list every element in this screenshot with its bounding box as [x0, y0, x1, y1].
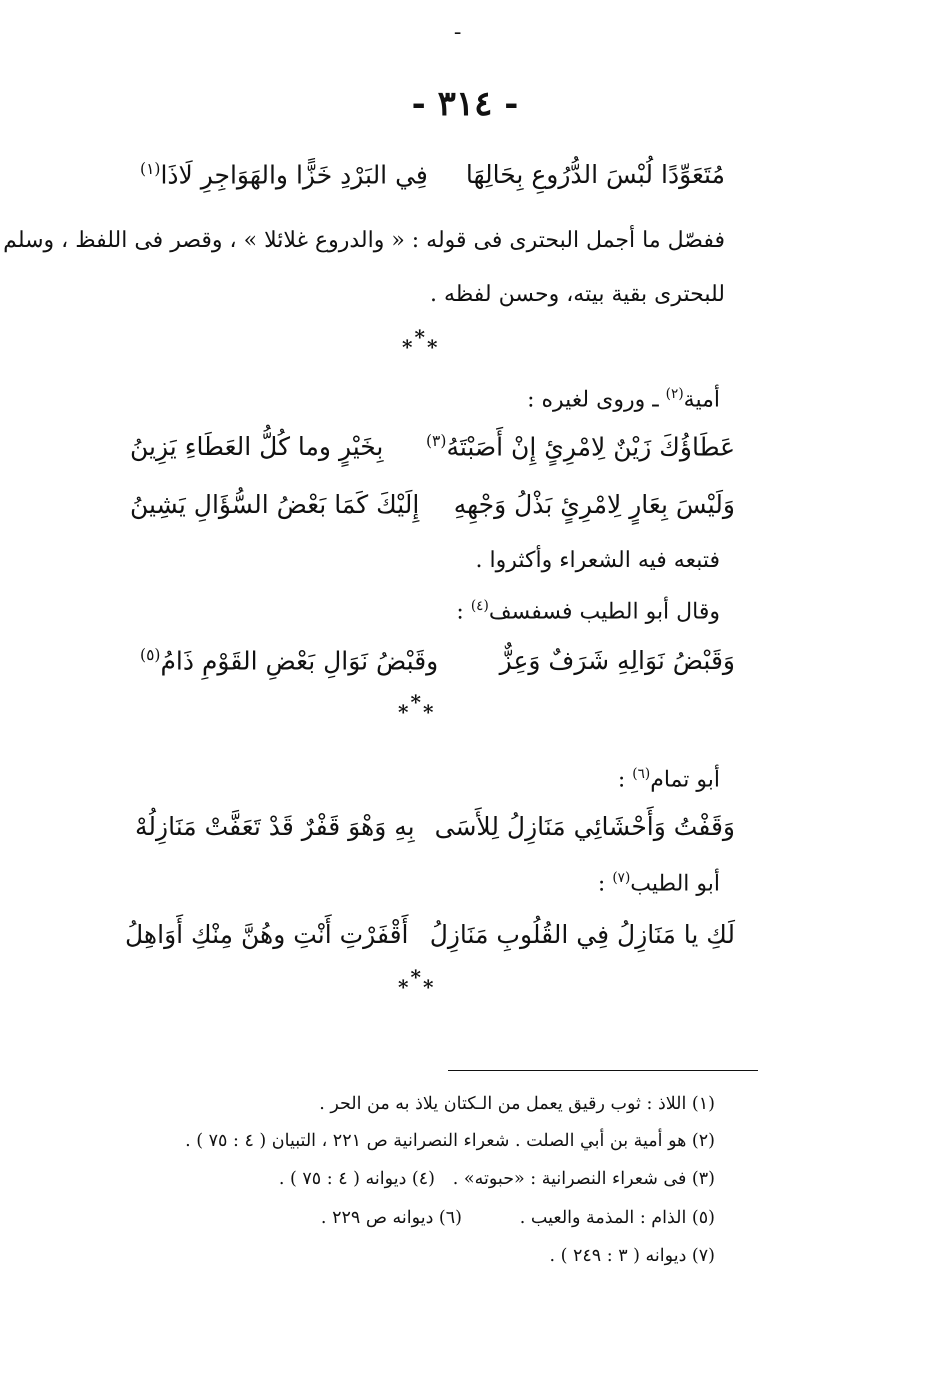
intro-abu-tammam [618, 766, 720, 792]
verse-2a-right-hemistich [426, 432, 735, 461]
intro-abu-tammam-colon: : [617, 767, 626, 793]
verse-2b-left-hemistich: إِلَيْكَ كَمَا بَعْضُ السُّؤَالِ يَشِينُ [130, 490, 420, 519]
intro-abu-tayyib-2 [598, 870, 720, 896]
intro-umayya [527, 386, 720, 412]
verse-3b-right-hemistich: لَكِ يا مَنَازِلُ فِي القُلُوبِ مَنَازِلُ [429, 920, 735, 949]
prose-line-2: للبحترى بقية بيته، وحسن لفظه . [429, 282, 725, 307]
footnote-2: (٢) هو أمية بن أبي الصلت . شعراء النصرانية ص ٢٢١ ، التبيان ( ٤ : ٧٥ ) . [185, 1131, 715, 1151]
intro-abu-tayyib-1-colon: : [456, 599, 464, 625]
prose-line-1: ففصّل ما أجمل البحترى فى قوله : « والدروع غلائلا » ، وقصر فى اللفظ ، وسلم [3, 228, 725, 253]
footnote-5: (٥) الذام : المذمة والعيب . [519, 1208, 715, 1228]
verse-3b-left-hemistich: أَقْفَرْتِ أَنْتِ وهُنَّ مِنْكِ أَوَاهِلُ [125, 920, 409, 949]
verse-1-right-hemistich [466, 160, 725, 189]
star-icon: * [402, 335, 415, 359]
footnote-6: (٦) ديوانه ص ٢٢٩ . [320, 1208, 462, 1228]
verse-1-right-text: مُتَعَوِّدًا لُبْسَ الدُّرُوعِ بِحَالِهَا [465, 160, 725, 189]
page-number: - ٣١٤ - [411, 84, 519, 124]
verse-2c-left-text: وقَبْضُ نَوَالِ بَعْضِ القَوْمِ ذَامُ [160, 646, 439, 676]
top-mark: ـ [455, 18, 461, 39]
star-icon: * [398, 975, 411, 999]
intro-abu-tayyib-1-text: وقال أبو الطيب فسفسف [488, 599, 720, 625]
footnote-ref-4: (٤) [470, 598, 489, 614]
followup-text: فتبعه فيه الشعراء وأكثروا . [475, 548, 720, 573]
footnote-3: (٣) فى شعراء النصرانية : «حبوته» . [452, 1169, 715, 1189]
footnote-separator [448, 1070, 758, 1071]
footnote-ref-2: (٢) [665, 386, 684, 402]
intro-abu-tayyib-1 [456, 598, 720, 624]
star-icon: * [422, 975, 436, 999]
section-divider-3 [398, 965, 436, 999]
intro-abu-tayyib-2-colon: : [597, 871, 606, 897]
footnote-ref-5: (٥) [140, 646, 161, 664]
footnote-ref-1: (١) [140, 160, 161, 178]
intro-umayya-rest: ـ وروى لغيره : [527, 387, 659, 413]
star-icon: * [422, 700, 436, 724]
footnote-1: (١) اللاذ : ثوب رقيق يعمل من الـكتان يلاذ به من الحر . [319, 1094, 715, 1114]
verse-2c-left-hemistich [140, 646, 438, 675]
verse-2b-right-hemistich: وَلَيْسَ بِعَارٍ لِامْرِئٍ بَذْلُ وَجْهِهِ [453, 490, 735, 519]
footnote-ref-7: (٧) [612, 870, 631, 886]
verse-2a-left-hemistich: بِخَيْرٍ وما كُلُّ العَطَاءِ يَزِينُ [130, 432, 384, 461]
footnote-ref-6: (٦) [632, 766, 651, 782]
star-icon: * [426, 335, 440, 359]
section-divider-1 [402, 325, 440, 359]
verse-2a-right-text: عَطَاؤُكَ زَيْنٌ لِامْرِئٍ إِنْ أَصَبْتَهُ [446, 432, 735, 462]
poet-name-abu-tayyib: أبو الطيب [630, 871, 720, 897]
section-divider-2 [398, 690, 436, 724]
star-icon: * [410, 690, 423, 714]
poet-name-umayya: أمية [683, 387, 720, 413]
verse-3a-left-hemistich: بِهِ وَهْوَ قَفْرٌ قَدْ تَعَفَّتْ مَنَازِلُهْ [135, 812, 415, 841]
star-icon: * [414, 325, 427, 349]
star-icon: * [398, 700, 411, 724]
verse-1-left-hemistich [140, 160, 428, 189]
star-icon: * [410, 965, 423, 989]
verse-1-left-text: فِي البَرْدِ خَزًّا والهَوَاجِرِ لَاذَا [160, 160, 428, 190]
verse-2c-right-hemistich: وَقَبْضُ نَوَالِهِ شَرَفٌ وَعِزٌّ [499, 646, 735, 675]
footnote-7: (٧) ديوانه ( ٣ : ٢٤٩ ) . [549, 1246, 715, 1266]
poet-name-abu-tammam: أبو تمام [650, 767, 720, 793]
verse-3a-right-hemistich: وَقَفْتُ وَأَحْشَائِي مَنَازِلُ لِلأَسَى [434, 812, 735, 841]
footnote-4: (٤) ديوانه ( ٤ : ٧٥ ) . [278, 1169, 435, 1189]
footnote-ref-3: (٣) [425, 432, 447, 450]
